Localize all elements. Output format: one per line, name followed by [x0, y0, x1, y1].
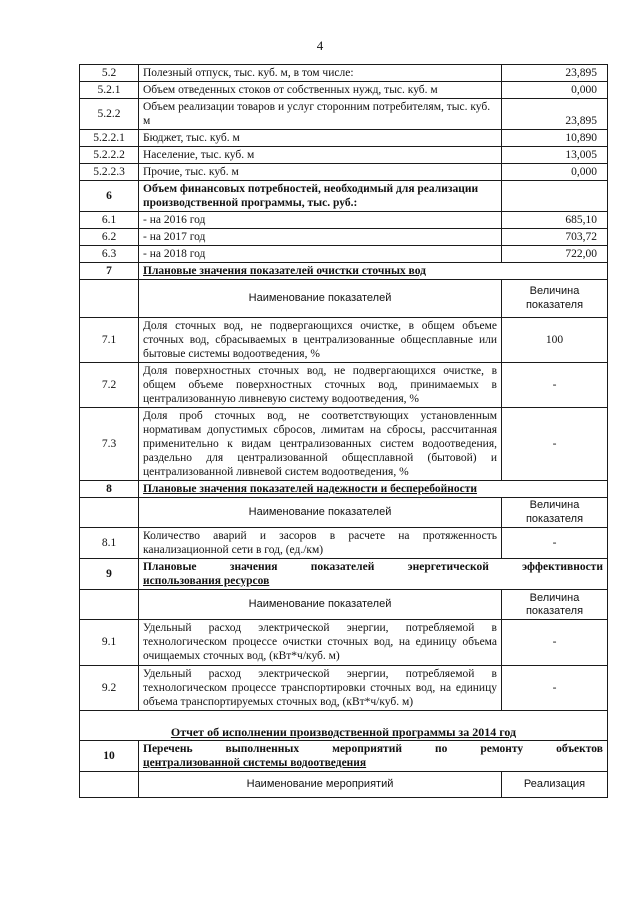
row-number: 8.1: [80, 528, 139, 559]
row-value: 23,895: [502, 99, 608, 130]
row-value: -: [502, 363, 608, 408]
table-row: [80, 665, 608, 710]
row-value: 23,895: [502, 65, 608, 82]
row-text: Доля проб сточных вод, не соответствующих установленным нормативам допустимых сбросов, лимитам на сбросы, рассчитанная применительно к видам централизованных систем водоотведения, раздельно для централизованной общесплавной (бытовой) и централизованной ливневой систем водоотведения, %: [139, 408, 502, 481]
report-title: Отчет об исполнении производственной программы за 2014 год: [80, 710, 608, 741]
table-row: [80, 528, 608, 559]
column-header-row: [80, 590, 608, 620]
row-value: 703,72: [502, 229, 608, 246]
title-word: эффективности: [522, 561, 603, 574]
header-value: Величина показателя: [502, 280, 608, 318]
table-row: [80, 620, 608, 665]
title-word: Плановые: [143, 561, 197, 574]
table-row: [80, 408, 608, 481]
row-number: 5.2.2: [80, 99, 139, 130]
header-name: Наименование показателей: [139, 280, 502, 318]
table-row: [80, 147, 608, 164]
section-number: 9: [80, 559, 139, 590]
table-row: [80, 65, 608, 82]
column-header-row: [80, 772, 608, 798]
table-row: [80, 130, 608, 147]
table-row: [80, 318, 608, 363]
row-text: Прочие, тыс. куб. м: [139, 164, 502, 181]
table-row: [80, 164, 608, 181]
row-value: 0,000: [502, 164, 608, 181]
title-word: ремонту: [480, 743, 524, 756]
section-header-row: [80, 181, 608, 212]
row-value: 722,00: [502, 246, 608, 263]
table-row: [80, 82, 608, 99]
table-row: [80, 99, 608, 130]
section-number: 7: [80, 263, 139, 280]
section-title: Плановые значения показателей надежности и бесперебойности: [139, 481, 608, 498]
row-text: Удельный расход электрической энергии, потребляемой в технологическом процессе транспортировки сточных вод, на единицу объема транспортируемых сточных вод, (кВт*ч/куб. м): [139, 665, 502, 710]
row-number: 9.2: [80, 665, 139, 710]
row-text: - на 2016 год: [139, 212, 502, 229]
title-word: объектов: [556, 743, 603, 756]
section-header-row: [80, 741, 608, 772]
title-word: показателей: [310, 561, 375, 574]
row-text: - на 2017 год: [139, 229, 502, 246]
section-number: 6: [80, 181, 139, 212]
program-table: [79, 64, 608, 798]
column-header-row: [80, 498, 608, 528]
section-title-line: [143, 560, 603, 574]
row-text: Количество аварий и засоров в расчете на протяженность канализационной сети в год, (ед./км): [139, 528, 502, 559]
header-name: Наименование мероприятий: [139, 772, 502, 798]
row-text: Объем реализации товаров и услуг сторонним потребителям, тыс. куб. м: [139, 99, 502, 130]
row-value: -: [502, 528, 608, 559]
row-number: 6.2: [80, 229, 139, 246]
row-number: 6.3: [80, 246, 139, 263]
row-number: 5.2.2.2: [80, 147, 139, 164]
header-name: Наименование показателей: [139, 590, 502, 620]
section-title-line: [143, 742, 603, 756]
empty-cell: [502, 181, 608, 212]
row-value: 0,000: [502, 82, 608, 99]
section-header-row: [80, 481, 608, 498]
header-value: Величина показателя: [502, 498, 608, 528]
page-number: 4: [316, 38, 324, 53]
title-word: Перечень: [143, 743, 193, 756]
row-text: Удельный расход электрической энергии, потребляемой в технологическом процессе очистки сточных вод, на единицу объема очищаемых сточных вод, (кВт*ч/куб. м): [139, 620, 502, 665]
table-row: [80, 229, 608, 246]
empty-cell: [80, 498, 139, 528]
row-text: - на 2018 год: [139, 246, 502, 263]
section-title: [139, 559, 608, 590]
empty-cell: [80, 280, 139, 318]
row-number: 5.2: [80, 65, 139, 82]
row-value: 100: [502, 318, 608, 363]
header-name: Наименование показателей: [139, 498, 502, 528]
row-number: 7.1: [80, 318, 139, 363]
row-value: 13,005: [502, 147, 608, 164]
table-row: [80, 363, 608, 408]
row-text: Доля поверхностных сточных вод, не подвергающихся очистке, в общем объеме поверхностных сточных вод, принимаемых в централизованную ливневую систему водоотведения, %: [139, 363, 502, 408]
row-text: Бюджет, тыс. куб. м: [139, 130, 502, 147]
row-number: 5.2.2.1: [80, 130, 139, 147]
row-number: 6.1: [80, 212, 139, 229]
section-title-line2: использования ресурсов: [143, 575, 270, 588]
header-value: Величина показателя: [502, 590, 608, 620]
section-header-row: [80, 559, 608, 590]
section-title: Плановые значения показателей очистки сточных вод: [139, 263, 608, 280]
row-value: -: [502, 665, 608, 710]
header-value: Реализация: [502, 772, 608, 798]
row-value: 10,890: [502, 130, 608, 147]
title-word: по: [434, 743, 448, 756]
row-text: Доля сточных вод, не подвергающихся очистке, в общем объеме сточных вод, сбрасываемых в централизованные общесплавные или бытовые системы водоотведения, %: [139, 318, 502, 363]
title-word: выполненных: [225, 743, 300, 756]
table-row: [80, 212, 608, 229]
section-header-row: [80, 263, 608, 280]
row-value: -: [502, 408, 608, 481]
row-text: Население, тыс. куб. м: [139, 147, 502, 164]
title-word: мероприятий: [332, 743, 402, 756]
section-title: Объем финансовых потребностей, необходимый для реализации производственной программы, тыс. руб.:: [139, 181, 502, 212]
row-number: 9.1: [80, 620, 139, 665]
row-value: 685,10: [502, 212, 608, 229]
empty-cell: [80, 590, 139, 620]
row-number: 5.2.2.3: [80, 164, 139, 181]
section-title-line2: централизованной системы водоотведения: [143, 757, 367, 770]
row-number: 7.2: [80, 363, 139, 408]
title-word: энергетической: [407, 561, 489, 574]
empty-cell: [80, 772, 139, 798]
column-header-row: [80, 280, 608, 318]
row-text: Полезный отпуск, тыс. куб. м, в том числе:: [139, 65, 502, 82]
report-title-row: [80, 710, 608, 741]
row-number: 7.3: [80, 408, 139, 481]
title-word: значения: [229, 561, 278, 574]
row-number: 5.2.1: [80, 82, 139, 99]
section-number: 8: [80, 481, 139, 498]
table-row: [80, 246, 608, 263]
row-value: -: [502, 620, 608, 665]
section-title: [139, 741, 608, 772]
section-number: 10: [80, 741, 139, 772]
row-text: Объем отведенных стоков от собственных нужд, тыс. куб. м: [139, 82, 502, 99]
